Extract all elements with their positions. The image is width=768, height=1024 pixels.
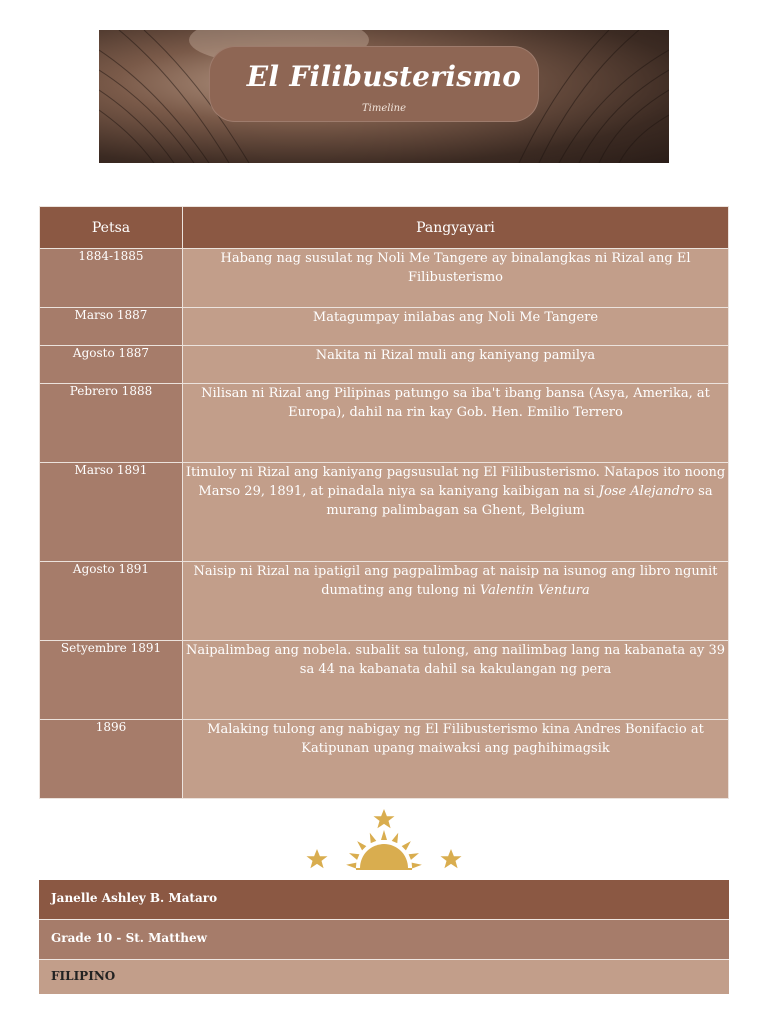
event-name-italic: Jose Alejandro xyxy=(598,484,695,499)
banner-subtitle: Timeline xyxy=(361,103,407,114)
banner-title: El Filibusterismo xyxy=(246,60,522,93)
date-cell: Pebrero 1888 xyxy=(40,384,183,463)
timeline-table xyxy=(39,206,729,799)
table-row xyxy=(40,562,729,641)
event-cell: Malaking tulong ang nabigay ng El Filibusterismo kina Andres Bonifacio at Katipunan upang maiwaksi ang paghihimagsik xyxy=(183,720,729,799)
event-cell: Habang nag susulat ng Noli Me Tangere ay binalangkas ni Rizal ang El Filibusterismo xyxy=(183,249,729,308)
event-text: Naisip ni Rizal na ipatigil ang pagpalimbag at naisip na isunog ang libro ngunit dumating ang tulong ni xyxy=(193,564,718,598)
title-banner xyxy=(99,30,669,163)
table-header-row xyxy=(40,207,729,249)
column-header-date: Petsa xyxy=(40,207,183,249)
event-text: sa murang palimbagan sa Ghent, Belgium xyxy=(326,484,713,518)
event-cell: Nakita ni Rizal muli ang kaniyang pamilya xyxy=(183,346,729,384)
table-row xyxy=(40,720,729,799)
table-row xyxy=(40,249,729,308)
event-cell xyxy=(183,463,729,562)
date-cell: Setyembre 1891 xyxy=(40,641,183,720)
date-cell: Marso 1887 xyxy=(40,308,183,346)
event-name-italic: Valentin Ventura xyxy=(479,583,590,598)
star-icon xyxy=(374,809,395,828)
event-cell: Naipalimbag ang nobela. subalit sa tulong, ang nailimbag lang na kabanata ay 39 sa 44 na kabanata dahil sa kakulangan ng pera xyxy=(183,641,729,720)
author-name: Janelle Ashley B. Mataro xyxy=(39,880,729,920)
date-cell: 1896 xyxy=(40,720,183,799)
table-row xyxy=(40,384,729,463)
table-row xyxy=(40,463,729,562)
event-cell: Nilisan ni Rizal ang Pilipinas patungo sa iba't ibang bansa (Asya, Amerika, at Europa), dahil na rin kay Gob. Hen. Emilio Terrero xyxy=(183,384,729,463)
author-info xyxy=(39,880,729,994)
star-icon xyxy=(441,849,462,868)
table-row xyxy=(40,346,729,384)
subject-label: FILIPINO xyxy=(39,960,729,994)
star-icon xyxy=(307,849,328,868)
date-cell: Marso 1891 xyxy=(40,463,183,562)
event-cell: Matagumpay inilabas ang Noli Me Tangere xyxy=(183,308,729,346)
table-row xyxy=(40,641,729,720)
date-cell: 1884-1885 xyxy=(40,249,183,308)
author-grade: Grade 10 - St. Matthew xyxy=(39,920,729,960)
table-row xyxy=(40,308,729,346)
date-cell: Agosto 1891 xyxy=(40,562,183,641)
date-cell: Agosto 1887 xyxy=(40,346,183,384)
event-text: Itinuloy ni Rizal ang kaniyang pagsusulat ng El Filibusterismo. Natapos ito noong Marso 29, 1891, at pinadala niya sa kaniyang kaibigan na si xyxy=(185,465,726,499)
column-header-event: Pangyayari xyxy=(183,207,729,249)
event-cell xyxy=(183,562,729,641)
sun-and-three-stars-icon xyxy=(300,806,468,872)
